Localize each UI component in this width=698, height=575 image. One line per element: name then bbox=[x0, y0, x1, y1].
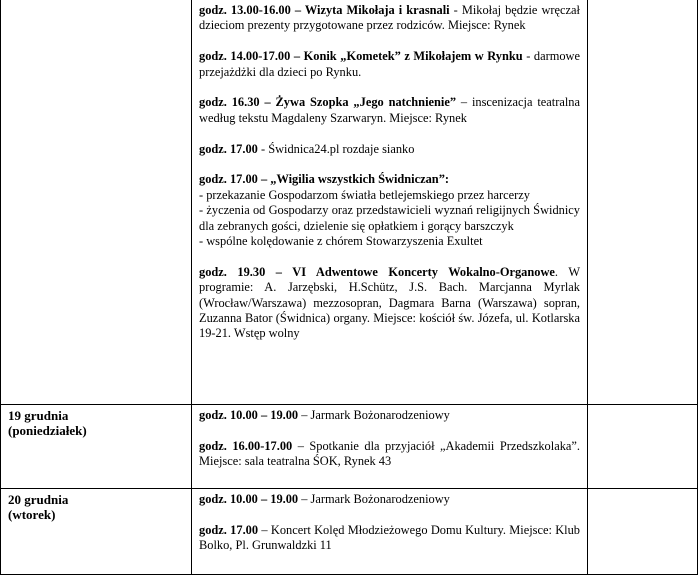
day-label: 20 grudnia bbox=[8, 492, 69, 507]
event-time: godz. 19.30 bbox=[199, 264, 266, 279]
event-description: - Mikołaj będzie wręczał dzieciom prezenty przygotowane przez rodziców. Miejsce: Rynek bbox=[199, 3, 580, 33]
event-time: godz. 17.00 bbox=[199, 522, 259, 537]
event-item bbox=[199, 408, 580, 423]
event-subitem: - wspólne kolędowanie z chórem Stowarzyszenia Exultet bbox=[199, 234, 483, 249]
event-separator: – bbox=[292, 438, 310, 453]
event-time: godz. 16.30 bbox=[199, 95, 260, 110]
day-cell bbox=[1, 0, 192, 405]
events-cell bbox=[192, 405, 588, 489]
event-separator: – bbox=[265, 264, 293, 279]
event-item bbox=[199, 3, 580, 34]
event-subitem: - życzenia od Gospodarzy oraz przedstawicieli wyznań religijnych Świdnicy dla zebranych gości, dzielenie się opłatkiem i gorący barszczyk bbox=[199, 203, 580, 233]
event-separator: – bbox=[290, 3, 305, 17]
empty-cell bbox=[588, 405, 698, 489]
event-time: godz. 17.00 bbox=[199, 172, 258, 187]
event-time: godz. 14.00-17.00 bbox=[199, 49, 291, 64]
day-cell bbox=[1, 489, 192, 575]
events-cell bbox=[192, 489, 588, 575]
day-cell bbox=[1, 405, 192, 489]
event-description: Jarmark Bożonarodzeniowy bbox=[310, 408, 450, 422]
event-separator: – bbox=[258, 522, 271, 537]
day-label: 19 grudnia bbox=[8, 408, 69, 423]
event-item bbox=[199, 492, 580, 507]
table-row bbox=[1, 0, 698, 405]
event-description: – inscenizacja teatralna według tekstu Magdaleny Szarwaryn. Miejsce: Rynek bbox=[199, 95, 581, 125]
empty-cell bbox=[588, 0, 698, 405]
event-separator: – bbox=[298, 492, 311, 506]
event-separator: – bbox=[298, 408, 311, 422]
table-row bbox=[1, 489, 698, 575]
weekday-label: (wtorek) bbox=[8, 507, 56, 522]
event-item bbox=[199, 439, 580, 470]
event-item bbox=[199, 523, 580, 554]
event-description: Jarmark Bożonarodzeniowy bbox=[310, 492, 450, 506]
weekday-label: (poniedziałek) bbox=[8, 423, 87, 438]
table-row bbox=[1, 405, 698, 489]
events-cell bbox=[192, 0, 588, 405]
event-item bbox=[199, 265, 580, 342]
event-title: VI Adwentowe Koncerty Wokalno-Organowe bbox=[292, 264, 555, 279]
event-separator: – bbox=[257, 172, 271, 187]
event-title: „Wigilia wszystkich Świdniczan”: bbox=[270, 172, 450, 187]
event-item bbox=[199, 142, 580, 157]
event-description: . W programie: A. Jarzębski, H.Schütz, J.S. Bach. Marcjanna Myrlak (Wrocław/Warszawa) mezzosopran, Dagmara Barna (Warszawa) sopran, Zuzanna Bator (Świdnica) organy. Miejsce: kościół św. Józefa, ul. Kotlarska 19-21. Wstęp wolny bbox=[199, 264, 581, 341]
empty-cell bbox=[588, 489, 698, 575]
event-description: Świdnica24.pl rozdaje sianko bbox=[268, 141, 415, 156]
event-time: godz. 16.00-17.00 bbox=[199, 438, 293, 453]
event-time: godz. 10.00 – 19.00 bbox=[199, 408, 299, 422]
event-separator: – bbox=[290, 49, 304, 64]
event-item bbox=[199, 95, 580, 126]
event-item bbox=[199, 49, 580, 80]
event-title: Żywa Szopka „Jego natchnienie” bbox=[275, 95, 457, 110]
event-time: godz. 13.00-16.00 bbox=[199, 3, 291, 17]
event-separator: – bbox=[259, 95, 276, 110]
event-item bbox=[199, 172, 580, 249]
event-title: Wizyta Mikołaja i krasnali bbox=[304, 3, 450, 17]
event-time: godz. 17.00 bbox=[199, 141, 258, 156]
event-time: godz. 10.00 – 19.00 bbox=[199, 492, 299, 506]
event-title: Konik „Kometek” z Mikołajem w Rynku bbox=[303, 49, 523, 64]
event-description: - darmowe przejażdżki dla dzieci po Rynku. bbox=[199, 49, 581, 79]
event-description: Koncert Kolęd Młodzieżowego Domu Kultury. Miejsce: Klub Bolko, Pl. Grunwaldzki 11 bbox=[199, 522, 581, 553]
event-separator: - bbox=[257, 141, 269, 156]
event-description: Spotkanie dla przyjaciół „Akademii Przedszkolaka”. Miejsce: sala teatralna ŚOK, Rynek 43 bbox=[199, 438, 580, 469]
event-subitem: - przekazanie Gospodarzom światła betlejemskiego przez harcerzy bbox=[199, 187, 530, 202]
